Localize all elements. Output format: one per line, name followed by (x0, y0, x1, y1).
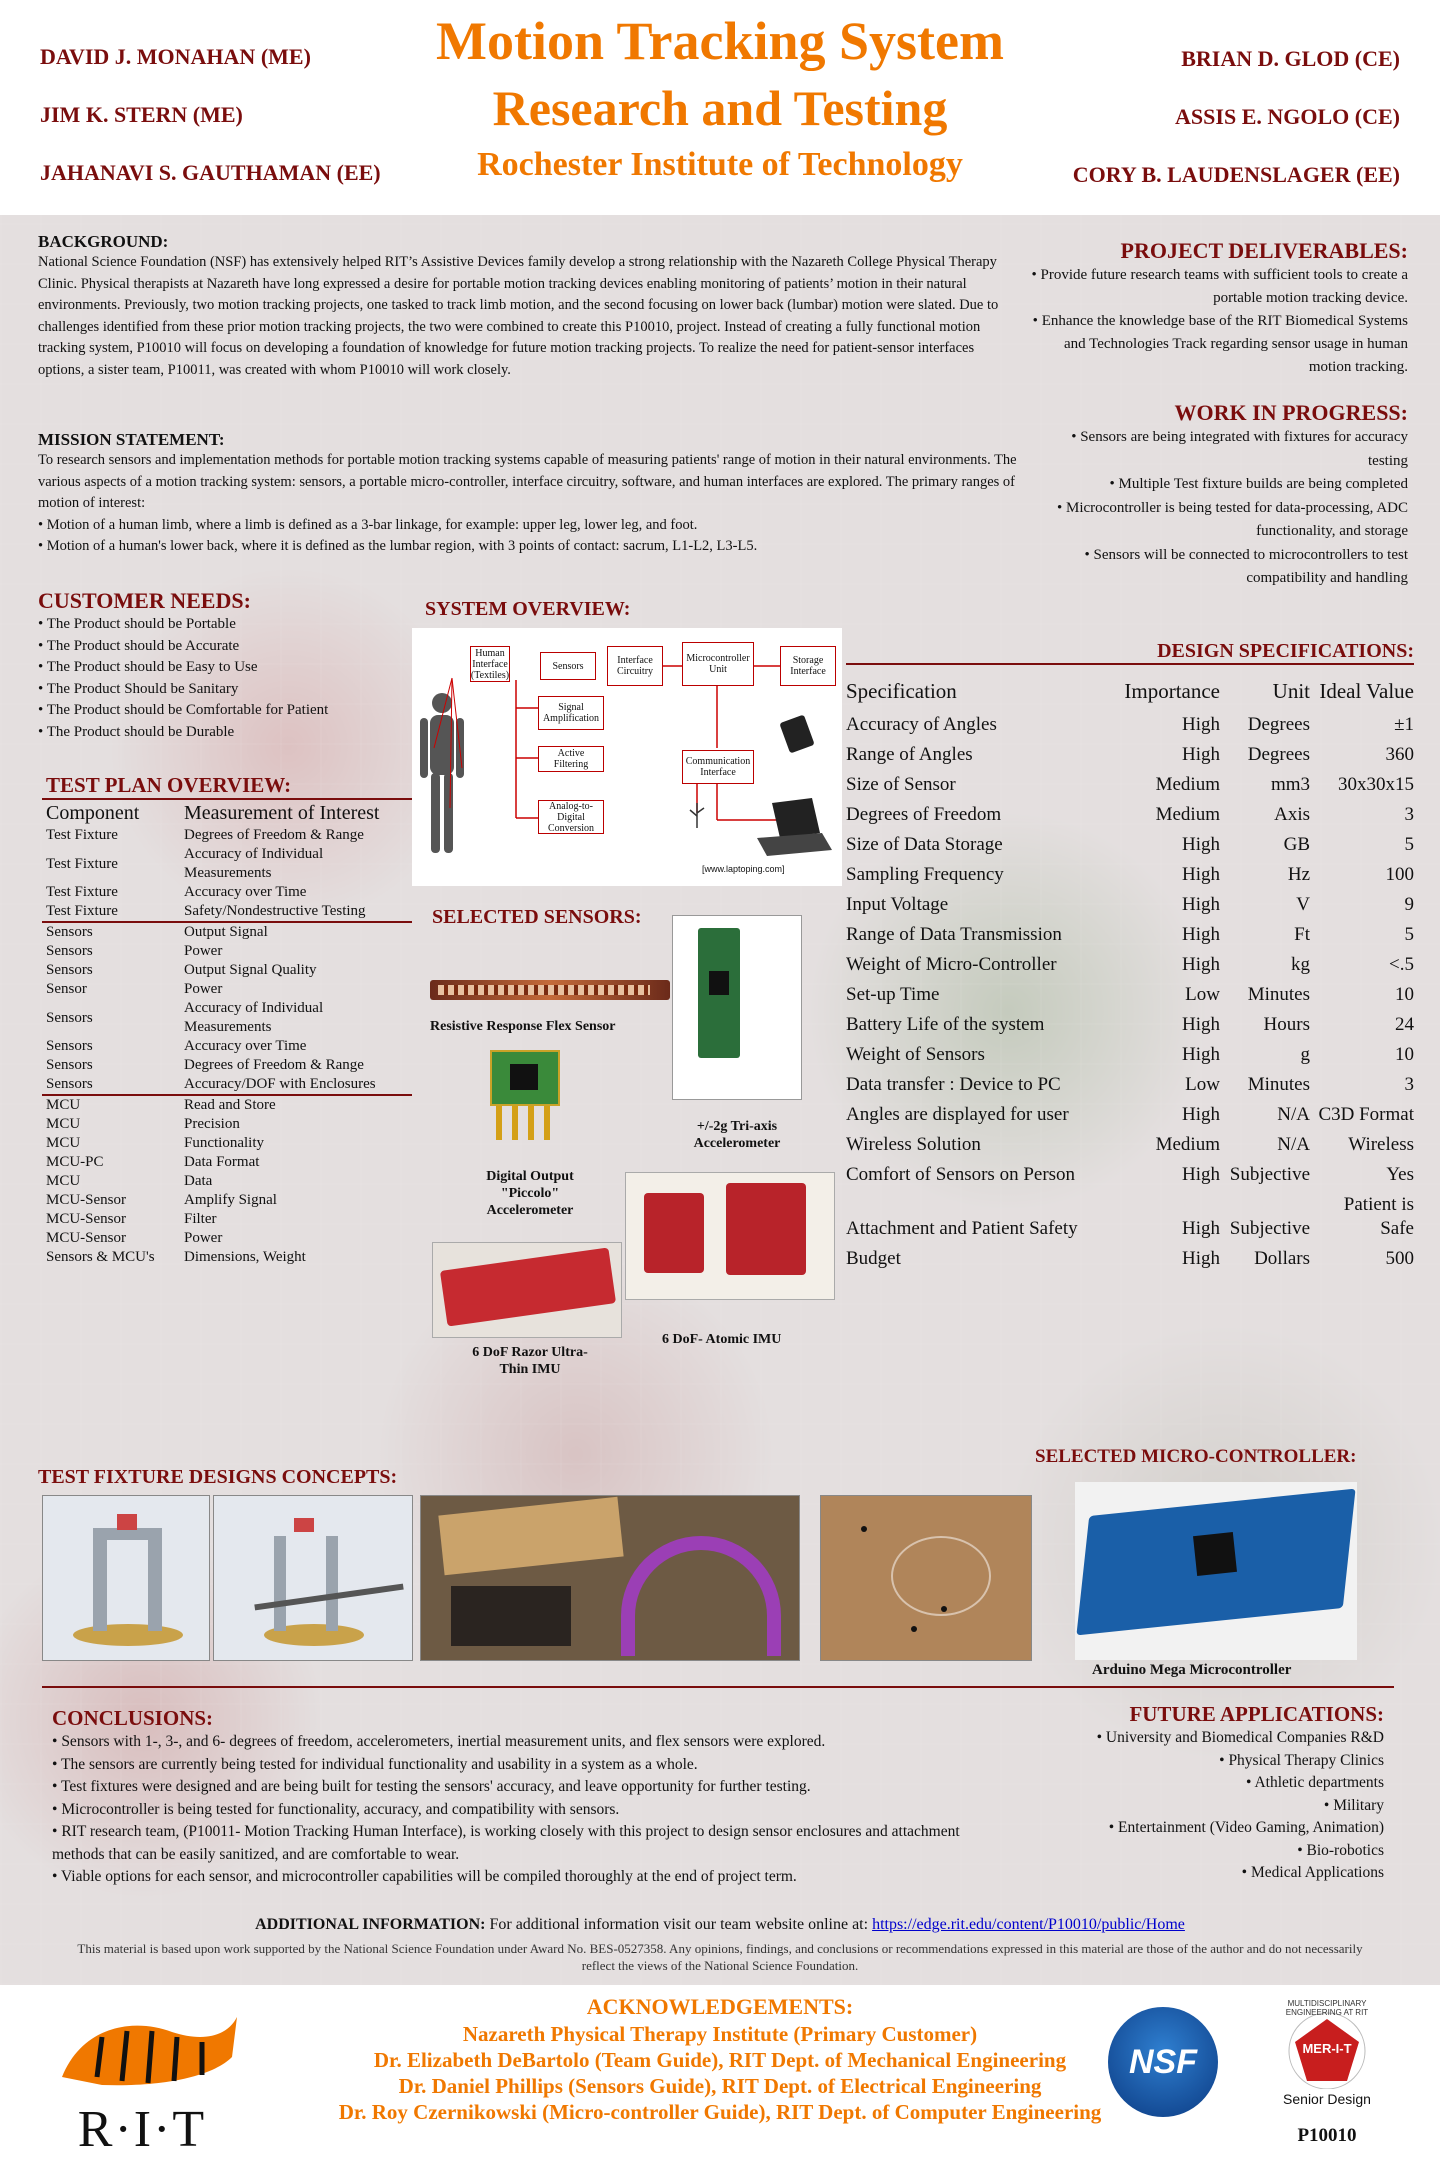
future-item: • Military (1018, 1795, 1384, 1818)
ideal-value-cell: 500 (1385, 1248, 1414, 1269)
nsf-disclaimer: This material is based upon work supported by the National Science Foundation under Award No. BES-0527358. Any opinions, findings, and conclusions or recommendations expressed in this material are those of the author and do not necessarily reflect the views of the National Science Foundation. (77, 1941, 1363, 1973)
fixtures-title: TEST FIXTURE DESIGNS CONCEPTS: (38, 1466, 398, 1488)
mission-text: To research sensors and implementation methods for portable motion tracking systems capable of measuring patients' range of motion in their natural environments. The various aspects of a motion tracking system: sensors, a portable micro-controller, interface circuitry, software, and human interfaces are explored. The primary ranges of motion of interest: (38, 452, 1017, 511)
column-header: Measurement of Interest (184, 802, 380, 824)
future-item: • Physical Therapy Clinics (1018, 1750, 1384, 1773)
ideal-value-cell: Wireless (1348, 1134, 1414, 1155)
diagram-human-interface: Human Interface (Textiles) (470, 647, 510, 681)
flex-sensor-label: Resistive Response Flex Sensor (430, 1019, 616, 1034)
table-row (42, 1037, 412, 1056)
test-plan-table (42, 800, 412, 1267)
spec-name-cell: Size of Data Storage (846, 834, 1003, 855)
table-row (846, 950, 1414, 980)
table-row (846, 710, 1414, 740)
unit-cell: mm3 (1270, 774, 1310, 795)
system-diagram (412, 628, 842, 886)
title-line-1: Motion Tracking System (435, 11, 1004, 71)
column-header: Unit (1272, 679, 1310, 703)
component-cell: MCU-PC (46, 1154, 104, 1170)
customer-need: • The Product should be Durable (38, 722, 418, 744)
measurement-cell: Dimensions, Weight (184, 1249, 306, 1265)
spec-name-cell: Attachment and Patient Safety (846, 1218, 1078, 1239)
nsf-wordmark: NSF (1129, 2042, 1197, 2081)
unit-cell: Degrees (1247, 714, 1310, 735)
future-item: • University and Biomedical Companies R&D (1018, 1727, 1384, 1750)
tri-axis-label: +/-2g Tri-axis Accelerometer (693, 1119, 781, 1151)
razor-imu-image (432, 1242, 622, 1338)
wip-section (1030, 400, 1408, 591)
ideal-value-cell: 10 (1395, 1044, 1414, 1065)
design-specs-table (846, 679, 1414, 1274)
diagram-sensors: Sensors (540, 652, 596, 680)
importance-cell: High (1182, 1164, 1220, 1185)
design-specs-section (846, 640, 1414, 1274)
table-row (42, 826, 412, 845)
conclusion-item: • Sensors with 1-, 3-, and 6- degrees of freedom, accelerometers, inertial measurement units, and flex sensors were explored. (52, 1731, 1012, 1754)
mission-section (38, 430, 1018, 558)
table-row (42, 1115, 412, 1134)
unit-cell: V (1296, 894, 1310, 915)
conclusion-item: • The sensors are currently being tested for individual functionality and usability in a system as a whole. (52, 1754, 1012, 1777)
diagram-storage-interface: Storage Interface (780, 646, 836, 686)
unit-cell: Hours (1263, 1014, 1310, 1035)
project-id: P10010 (1297, 2125, 1357, 2146)
column-header: Component (46, 802, 140, 824)
table-row (846, 1130, 1414, 1160)
unit-cell: Subjective (1229, 1164, 1310, 1185)
mission-bullets (38, 515, 1018, 558)
table-header-row (42, 800, 412, 826)
importance-cell: High (1182, 834, 1220, 855)
measurement-cell: Data (184, 1173, 213, 1189)
microcontroller-title: SELECTED MICRO-CONTROLLER: (1035, 1446, 1357, 1467)
acknowledgement-line: Dr. Daniel Phillips (Sensors Guide), RIT Dept. of Electrical Engineering (398, 2074, 1042, 2098)
wip-item: • Sensors will be connected to microcontrollers to test compatibility and handling (1030, 544, 1408, 591)
spec-name-cell: Weight of Sensors (846, 1044, 985, 1065)
measurement-cell: Data Format (184, 1154, 260, 1170)
atomic-imu-image (625, 1172, 835, 1300)
future-item: • Bio-robotics (1018, 1840, 1384, 1863)
unit-cell: g (1300, 1044, 1310, 1065)
component-cell: Sensors (46, 1076, 93, 1092)
measurement-cell: Functionality (184, 1135, 264, 1151)
table-row (42, 883, 412, 902)
importance-cell: High (1182, 1104, 1220, 1125)
ideal-value-cell: 360 (1385, 744, 1414, 765)
customer-need: • The Product should be Accurate (38, 636, 418, 658)
importance-cell: High (1182, 1218, 1220, 1239)
component-cell: Test Fixture (46, 827, 118, 843)
unit-cell: Ft (1294, 924, 1310, 945)
unit-cell: Axis (1274, 804, 1310, 825)
measurement-cell: Filter (184, 1211, 217, 1227)
ideal-value-cell: ±1 (1394, 714, 1414, 735)
table-row (42, 1134, 412, 1153)
wip-list (1030, 426, 1408, 591)
measurement-cell: Accuracy over Time (184, 884, 307, 900)
ideal-value-cell: 3 (1404, 1074, 1414, 1095)
arduino-mega-image (1075, 1482, 1357, 1660)
table-row (846, 1070, 1414, 1100)
rit-wordmark: R·I·T (77, 2101, 207, 2158)
customer-need: • The Product Should be Sanitary (38, 679, 418, 701)
author: BRIAN D. GLOD (CE) (1181, 46, 1400, 71)
unit-cell: Subjective (1229, 1218, 1310, 1239)
measurement-cell: Output Signal Quality (184, 962, 317, 978)
spec-name-cell: Budget (846, 1248, 901, 1269)
razor-imu-label: 6 DoF Razor Ultra-Thin IMU (472, 1345, 588, 1377)
spec-name-cell: Size of Sensor (846, 774, 956, 795)
divider (42, 1686, 1394, 1688)
measurement-cell: Degrees of Freedom & Range (184, 1057, 364, 1073)
column-header: Ideal Value (1319, 679, 1414, 703)
tiger-icon (42, 1997, 242, 2097)
unit-cell: Minutes (1247, 1074, 1310, 1095)
unit-cell: GB (1283, 834, 1310, 855)
customer-needs-section (38, 588, 418, 743)
deliverables-section (1030, 238, 1408, 379)
table-row (846, 800, 1414, 830)
mer-logo (1262, 1997, 1392, 2107)
ideal-value-cell: Yes (1386, 1164, 1414, 1185)
piccolo-label: Digital Output "Piccolo" Accelerometer (486, 1169, 574, 1218)
customer-need: • The Product should be Easy to Use (38, 657, 418, 679)
component-cell: Test Fixture (46, 855, 118, 872)
laptop-icon (757, 798, 832, 856)
table-row (846, 1244, 1414, 1274)
design-specs-body (846, 710, 1414, 1274)
acknowledgement-line: Dr. Elizabeth DeBartolo (Team Guide), RIT Dept. of Mechanical Engineering (373, 2048, 1067, 2072)
measurement-cell: Accuracy of Individual Measurements (184, 846, 324, 881)
poster-header (0, 0, 1440, 215)
tri-axis-accelerometer-image (672, 915, 802, 1100)
table-row (42, 980, 412, 999)
table-row (846, 1190, 1414, 1244)
conclusions-title: CONCLUSIONS: (52, 1706, 214, 1730)
unit-cell: Hz (1287, 864, 1310, 885)
spec-name-cell: Range of Data Transmission (846, 924, 1062, 945)
measurement-cell: Amplify Signal (184, 1192, 277, 1208)
table-row (846, 860, 1414, 890)
table-row (846, 740, 1414, 770)
measurement-cell: Power (184, 943, 223, 959)
spec-name-cell: Degrees of Freedom (846, 804, 1002, 825)
unit-cell: Dollars (1254, 1248, 1310, 1269)
unit-cell: N/A (1277, 1134, 1310, 1155)
ideal-value-cell: Patient is Safe (1343, 1194, 1414, 1239)
spec-name-cell: Weight of Micro-Controller (846, 954, 1057, 975)
component-cell: MCU-Sensor (46, 1230, 127, 1246)
importance-cell: High (1182, 744, 1220, 765)
measurement-cell: Power (184, 981, 223, 997)
measurement-cell: Degrees of Freedom & Range (184, 827, 364, 843)
spec-name-cell: Range of Angles (846, 744, 973, 765)
table-row (42, 961, 412, 980)
wip-item: • Microcontroller is being tested for data-processing, ADC functionality, and storage (1030, 497, 1408, 544)
nsf-logo (1108, 2007, 1218, 2117)
acknowledgements-title: ACKNOWLEDGEMENTS: (586, 1994, 854, 2019)
table-row (42, 845, 412, 883)
diagram-microcontroller: Microcontroller Unit (682, 642, 754, 686)
test-plan-title: TEST PLAN OVERVIEW: (46, 773, 292, 797)
ideal-value-cell: C3D Format (1318, 1104, 1414, 1125)
ideal-value-cell: 5 (1404, 924, 1414, 945)
component-cell: Sensors (46, 962, 93, 978)
importance-cell: Low (1185, 984, 1220, 1005)
unit-cell: Minutes (1247, 984, 1310, 1005)
table-row (846, 1160, 1414, 1190)
ideal-value-cell: 24 (1395, 1014, 1414, 1035)
flex-sensor-image (430, 980, 670, 1000)
deliverables-list (1030, 264, 1408, 379)
ideal-value-cell: 30x30x15 (1338, 774, 1414, 795)
spec-name-cell: Battery Life of the system (846, 1014, 1045, 1035)
team-website-link[interactable]: https://edge.rit.edu/content/P10010/public/Home (872, 1916, 1185, 1933)
diagram-adc: Analog-to-Digital Conversion (538, 800, 604, 834)
spec-name-cell: Angles are displayed for user (846, 1104, 1069, 1125)
usb-icon (690, 803, 704, 828)
column-header: Specification (846, 679, 957, 703)
design-specs-title: DESIGN SPECIFICATIONS: (1157, 640, 1414, 662)
spec-name-cell: Set-up Time (846, 984, 940, 1005)
fixture-photo-2-image (820, 1495, 1032, 1661)
table-row (42, 1229, 412, 1248)
component-cell: Sensors (46, 1038, 93, 1054)
table-row (42, 1172, 412, 1191)
component-cell: MCU-Sensor (46, 1192, 127, 1208)
table-row (846, 890, 1414, 920)
component-cell: Sensors (46, 1057, 93, 1073)
measurement-cell: Power (184, 1230, 223, 1246)
measurement-cell: Read and Store (184, 1097, 276, 1113)
spec-name-cell: Wireless Solution (846, 1134, 981, 1155)
deliverables-title: PROJECT DELIVERABLES: (1120, 238, 1408, 263)
table-row (42, 1210, 412, 1229)
component-cell: Sensors (46, 1009, 93, 1026)
ideal-value-cell: 3 (1404, 804, 1414, 825)
importance-cell: High (1182, 864, 1220, 885)
measurement-cell: Precision (184, 1116, 240, 1132)
table-header-row (846, 679, 1414, 710)
ideal-value-cell: 100 (1385, 864, 1414, 885)
ideal-value-cell: 5 (1404, 834, 1414, 855)
test-plan-section (42, 773, 412, 1267)
component-cell: MCU (46, 1097, 81, 1113)
component-cell: Sensors (46, 943, 93, 959)
measurement-cell: Output Signal (184, 924, 268, 940)
wip-item: • Sensors are being integrated with fixtures for accuracy testing (1030, 426, 1408, 473)
unit-cell: N/A (1277, 1104, 1310, 1125)
diagram-caption: [www.laptoping.com] (702, 864, 785, 874)
table-row (846, 920, 1414, 950)
future-list (1018, 1727, 1384, 1885)
conclusions-section (52, 1706, 1012, 1889)
component-cell: Test Fixture (46, 884, 118, 900)
future-title: FUTURE APPLICATIONS: (1129, 1702, 1384, 1726)
piccolo-accelerometer-image (490, 1050, 560, 1140)
table-row (846, 1100, 1414, 1130)
conclusions-list (52, 1731, 1012, 1889)
mission-bullet: • Motion of a human limb, where a limb is defined as a 3-bar linkage, for example: upper leg, lower leg, and foot. (38, 515, 1018, 537)
unit-cell: kg (1291, 954, 1310, 975)
table-row (42, 1153, 412, 1172)
table-row (42, 1056, 412, 1075)
deliverable-item: • Enhance the knowledge base of the RIT Biomedical Systems and Technologies Track regarding sensor usage in human motion tracking. (1030, 310, 1408, 379)
system-overview-title: SYSTEM OVERVIEW: (425, 598, 631, 620)
mission-bullet: • Motion of a human's lower back, where it is defined as the lumbar region, with 3 points of contact: sacrum, L1-L2, L3-L5. (38, 536, 1018, 558)
mer-ring-text: MULTIDISCIPLINARY ENGINEERING AT RIT (1285, 1999, 1369, 2017)
diagram-communication-interface: Communication Interface (682, 750, 754, 784)
author: CORY B. LAUDENSLAGER (EE) (1072, 162, 1400, 187)
additional-info-label: ADDITIONAL INFORMATION: (255, 1916, 486, 1933)
table-row (42, 942, 412, 961)
customer-need: • The Product should be Portable (38, 614, 418, 636)
rit-logo (42, 1997, 242, 2157)
customer-needs-list (38, 614, 418, 743)
table-row (846, 830, 1414, 860)
mer-wordmark: MER-I-T (1302, 2041, 1352, 2056)
acknowledgement-line: Nazareth Physical Therapy Institute (Primary Customer) (462, 2022, 978, 2046)
table-row (42, 999, 412, 1037)
importance-cell: Medium (1155, 804, 1220, 825)
unit-cell: Degrees (1247, 744, 1310, 765)
microcontroller-caption: Arduino Mega Microcontroller (1092, 1662, 1292, 1678)
acknowledgements (250, 1993, 1190, 2125)
measurement-cell: Accuracy over Time (184, 1038, 307, 1054)
component-cell: MCU (46, 1173, 81, 1189)
sd-card-icon (779, 715, 814, 754)
additional-info (0, 1916, 1440, 1934)
column-header: Importance (1124, 679, 1220, 703)
background-title: BACKGROUND: (38, 232, 169, 251)
importance-cell: High (1182, 954, 1220, 975)
author: JAHANAVI S. GAUTHAMAN (EE) (40, 160, 381, 185)
importance-cell: Low (1185, 1074, 1220, 1095)
senior-design-label: Senior Design (1283, 2091, 1371, 2107)
component-cell: Sensors (46, 924, 93, 940)
authors-left (40, 28, 381, 202)
ideal-value-cell: <.5 (1389, 954, 1414, 975)
measurement-cell: Safety/Nondestructive Testing (184, 903, 366, 919)
spec-name-cell: Data transfer : Device to PC (846, 1074, 1061, 1095)
fixture-cad-1-image (42, 1495, 210, 1661)
divider (846, 663, 1414, 665)
component-cell: MCU (46, 1135, 81, 1151)
future-item: • Entertainment (Video Gaming, Animation) (1018, 1817, 1384, 1840)
wip-item: • Multiple Test fixture builds are being completed (1030, 473, 1408, 497)
customer-needs-title: CUSTOMER NEEDS: (38, 588, 251, 613)
table-row (42, 1095, 412, 1115)
importance-cell: High (1182, 714, 1220, 735)
diagram-interface-circuitry: Interface Circuitry (607, 646, 663, 686)
author: JIM K. STERN (ME) (40, 102, 243, 127)
author: DAVID J. MONAHAN (ME) (40, 44, 311, 69)
spec-name-cell: Accuracy of Angles (846, 714, 997, 735)
sensors-title: SELECTED SENSORS: (432, 906, 642, 928)
table-row (846, 770, 1414, 800)
component-cell: Sensor (46, 981, 87, 997)
table-row (42, 922, 412, 942)
importance-cell: High (1182, 1014, 1220, 1035)
importance-cell: High (1182, 1248, 1220, 1269)
spec-name-cell: Sampling Frequency (846, 864, 1004, 885)
fixture-photo-1-image (420, 1495, 800, 1661)
conclusion-item: • Viable options for each sensor, and microcontroller capabilities will be compiled thoroughly at the end of project term. (52, 1866, 1012, 1889)
table-row (42, 1075, 412, 1095)
atomic-imu-label: 6 DoF- Atomic IMU (662, 1332, 782, 1347)
table-row (846, 980, 1414, 1010)
wip-title: WORK IN PROGRESS: (1174, 400, 1408, 425)
spec-name-cell: Comfort of Sensors on Person (846, 1164, 1076, 1185)
authors-right (1073, 30, 1400, 204)
conclusion-item: • RIT research team, (P10011- Motion Tracking Human Interface), is working closely with this project to design sensor enclosures and attachment methods that can be easily sanitized, and are comfortable to wear. (52, 1821, 1012, 1866)
author: ASSIS E. NGOLO (CE) (1175, 104, 1400, 129)
fixture-cad-2-image (213, 1495, 413, 1661)
importance-cell: High (1182, 924, 1220, 945)
footer (0, 1985, 1440, 2160)
title-line-2: Research and Testing (492, 80, 948, 136)
conclusion-item: • Test fixtures were designed and are being built for testing the sensors' accuracy, and leave opportunity for further testing. (52, 1776, 1012, 1799)
measurement-cell: Accuracy/DOF with Enclosures (184, 1076, 376, 1092)
future-section (1018, 1702, 1384, 1885)
table-row (846, 1010, 1414, 1040)
poster-title (370, 6, 1070, 190)
table-row (846, 1040, 1414, 1070)
component-cell: MCU (46, 1116, 81, 1132)
table-row (42, 902, 412, 922)
future-item: • Medical Applications (1018, 1862, 1384, 1885)
measurement-cell: Accuracy of Individual Measurements (184, 1000, 324, 1035)
future-item: • Athletic departments (1018, 1772, 1384, 1795)
deliverable-item: • Provide future research teams with sufficient tools to create a portable motion tracking device. (1030, 264, 1408, 310)
importance-cell: High (1182, 894, 1220, 915)
background-text: National Science Foundation (NSF) has extensively helped RIT’s Assistive Devices family develop a strong relationship with the Nazareth College Physical Therapy Clinic. Physical therapists at Nazareth have long expressed a desire for portable motion tracking devices enabling monitoring of patients’ motion in their natural environments. Previously, two motion tracking projects, one tasked to track limb motion, and the second focusing on lower back (lumbar) motion were slated. Due to challenges identified from these prior motion tracking projects, the two were combined to create this P10010, project. Instead of creating a fully functional motion tracking system, P10010 will focus on developing a foundation of knowledge for future motion tracking projects. To realize the need for patient-sensor interfaces options, a sister team, P10011, was created with whom P10010 will work closely. (38, 254, 999, 378)
mission-title: MISSION STATEMENT: (38, 430, 225, 449)
importance-cell: High (1182, 1044, 1220, 1065)
ideal-value-cell: 9 (1404, 894, 1414, 915)
conclusion-item: • Microcontroller is being tested for functionality, accuracy, and compatibility with sensors. (52, 1799, 1012, 1822)
ideal-value-cell: 10 (1395, 984, 1414, 1005)
diagram-signal-amplification: Signal Amplification (538, 696, 604, 730)
diagram-active-filtering: Active Filtering (538, 746, 604, 772)
importance-cell: Medium (1155, 774, 1220, 795)
test-plan-body (42, 826, 412, 1267)
acknowledgement-line: Dr. Roy Czernikowski (Micro-controller Guide), RIT Dept. of Computer Engineering (338, 2100, 1102, 2124)
institution: Rochester Institute of Technology (477, 146, 963, 183)
importance-cell: Medium (1155, 1134, 1220, 1155)
component-cell: MCU-Sensor (46, 1211, 127, 1227)
customer-need: • The Product should be Comfortable for Patient (38, 700, 418, 722)
table-row (42, 1248, 412, 1267)
background-section (38, 232, 1008, 381)
additional-info-text: For additional information visit our team website online at: (489, 1916, 869, 1933)
table-row (42, 1191, 412, 1210)
spec-name-cell: Input Voltage (846, 894, 949, 915)
component-cell: Test Fixture (46, 903, 118, 919)
component-cell: Sensors & MCU's (46, 1249, 155, 1265)
